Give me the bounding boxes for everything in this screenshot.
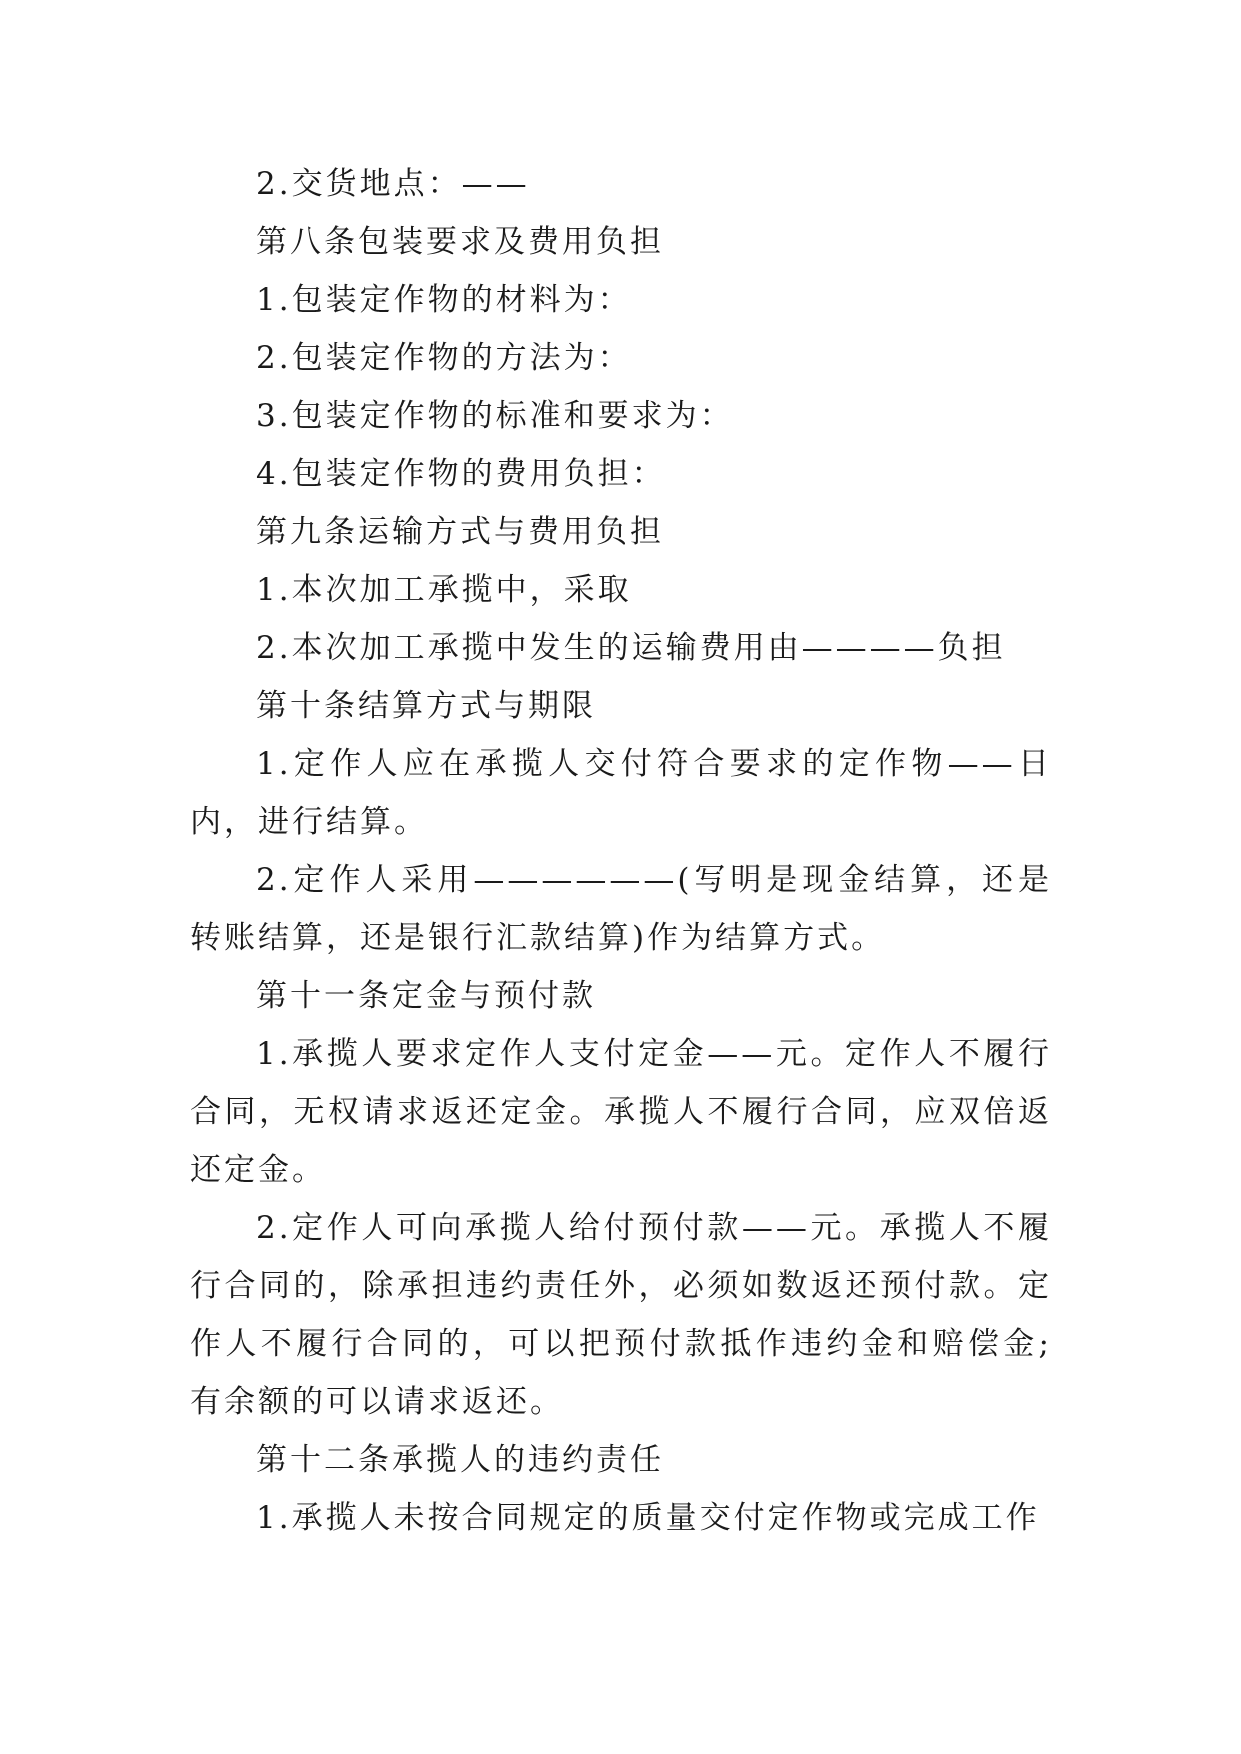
- heading-article-9: 第九条运输方式与费用负担: [256, 514, 664, 550]
- paragraph-advance-payment: 2.定作人可向承揽人给付预付款——元。承揽人不履行合同的，除承担违约责任外，必须如数返还预付款。定作人不履行合同的，可以把预付款抵作违约金和赔偿金;有余额的可以请求返还。: [190, 1210, 1052, 1420]
- paragraph-contractor-liability: 1.承揽人未按合同规定的质量交付定作物或完成工作: [256, 1500, 1040, 1536]
- paragraph-settlement-method: 2.定作人采用——————(写明是现金结算，还是转账结算，还是银行汇款结算)作为结算方式。: [190, 862, 1052, 956]
- paragraph-settlement-deadline: 1.定作人应在承揽人交付符合要求的定作物——日内，进行结算。: [190, 746, 1052, 840]
- heading-article-11: 第十一条定金与预付款: [256, 978, 596, 1014]
- paragraph-deposit: 1.承揽人要求定作人支付定金——元。定作人不履行合同，无权请求返还定金。承揽人不履行合同，应双倍返还定金。: [190, 1036, 1052, 1188]
- paragraph-packaging-method: 2.包装定作物的方法为：: [256, 340, 632, 376]
- paragraph-packaging-material: 1.包装定作物的材料为：: [256, 282, 632, 318]
- paragraph-transport-cost: 2.本次加工承揽中发生的运输费用由————负担: [256, 630, 1006, 666]
- heading-article-12: 第十二条承揽人的违约责任: [256, 1442, 664, 1478]
- heading-article-10: 第十条结算方式与期限: [256, 688, 596, 724]
- heading-article-8: 第八条包装要求及费用负担: [256, 224, 664, 260]
- document-body: [190, 155, 1052, 1547]
- paragraph-packaging-standard: 3.包装定作物的标准和要求为：: [256, 398, 734, 434]
- paragraph-transport-mode: 1.本次加工承揽中，采取: [256, 572, 632, 608]
- paragraph-packaging-cost: 4.包装定作物的费用负担：: [256, 456, 666, 492]
- paragraph-delivery-location: 2.交货地点：——: [256, 166, 530, 202]
